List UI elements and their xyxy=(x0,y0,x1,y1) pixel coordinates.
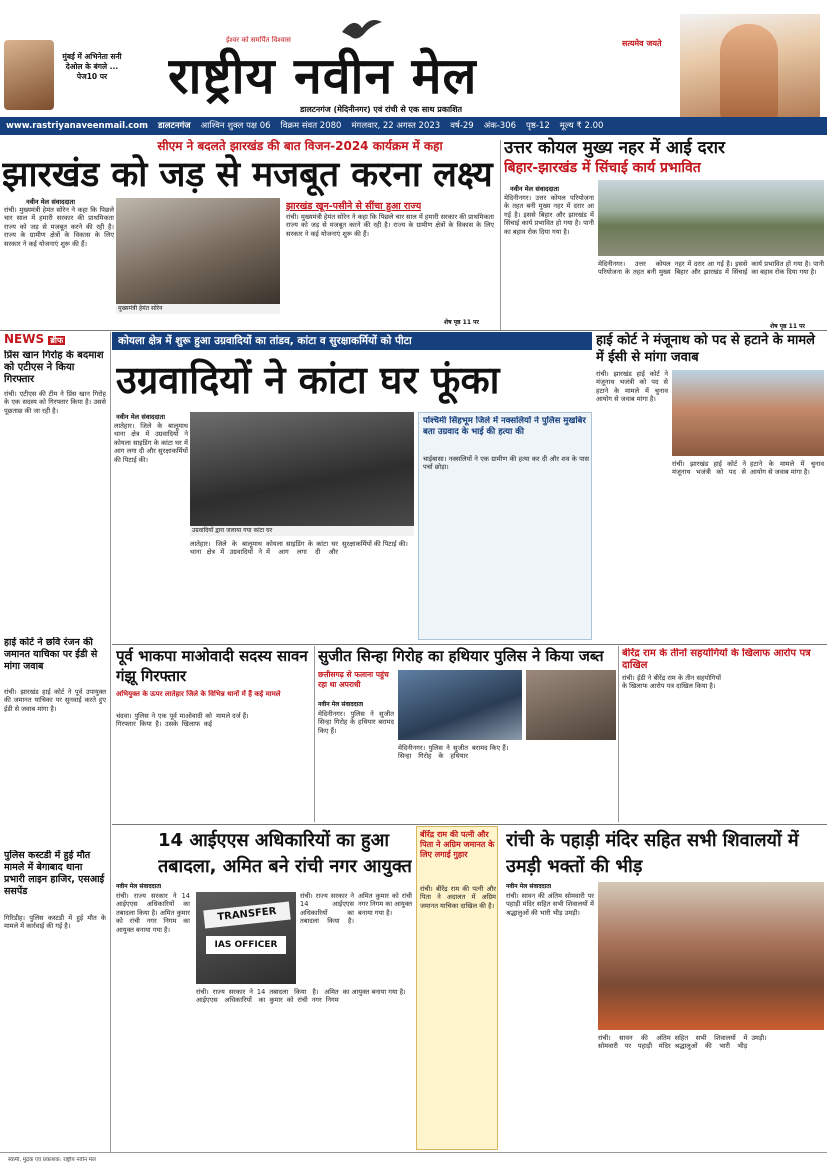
ias-officer-label: IAS OFFICER xyxy=(206,936,286,954)
temple-body-2: रांची। सावन की अंतिम सोमवारी पर पहाड़ी मंदिर सहित सभी शिवालयों में श्रद्धालुओं की भारी भीड़ उमड़ी। xyxy=(598,1034,767,1051)
hc-body-2: रांची। झारखंड हाई कोर्ट ने मंजूनाथ भजंत्री को पद से हटाने के मामले में चुनाव आयोग से जवाब मांगा है। xyxy=(672,460,824,477)
date-item: मंगलवार, 22 अगस्त 2023 xyxy=(351,121,441,131)
maoist-headline[interactable]: पूर्व भाकपा माओवादी सदस्य सावन गंझू गिरफ्तार xyxy=(116,647,308,685)
date-item: विक्रम संवत 2080 xyxy=(280,121,342,131)
footer-text: स्वामी, मुद्रक एवं प्रकाशक: राष्ट्रीय नवीन मेल xyxy=(8,1157,96,1163)
brief-body: गिरिडीह। पुलिस कस्टडी में हुई मौत के मामले में कार्रवाई की गई है। xyxy=(4,914,106,931)
coal-kicker xyxy=(112,332,592,350)
brief-headline[interactable]: पुलिस कस्टडी में हुई मौत मामले में बेगाबाद थाना प्रभारी लाइन हाजिर, एसआई ससपेंड xyxy=(4,850,105,897)
brief-headline[interactable]: हाई कोर्ट ने छवि रंजन की जमानत याचिका पर ईडी से मांगा जवाब xyxy=(4,637,98,672)
lead-body-2: रांची। मुख्यमंत्री हेमंत सोरेन ने कहा कि पिछले चार साल में हमारी सरकार की प्राथमिकता राज्य को जड़ से मजबूत करने की रही है। राज्य के ग्रामीण क्षेत्रों के विकास के लिए सरकार ने कई योजनाएं शुरू की हैं। xyxy=(286,213,494,238)
sujit-kicker: छत्तीसगढ़ से फलाना पहुंच रहा था अपराधी xyxy=(318,670,389,689)
masthead-photo xyxy=(680,14,820,118)
brief-label: ब्रीफ xyxy=(50,336,64,345)
lead-photo-caption: मुख्यमंत्री हेमंत सोरेन xyxy=(116,304,280,314)
date-item: आश्विन शुक्ल पक्ष 06 xyxy=(200,121,271,131)
birendra-box-headline: बीरेंद्र राम की पत्नी और पिता ने अग्रिम जमानत के लिए लगाई गुहार xyxy=(420,830,495,859)
sujit-headline[interactable]: सुजीत सिन्हा गिरोह का हथियार पुलिस ने किया जब्त xyxy=(318,647,604,665)
coal-body-2: लातेहार। जिले के बालूमाथ थाना क्षेत्र में उग्रवादियों ने कोयला साइडिंग के कांटा घर में आग लगा दी और सुरक्षाकर्मियों की पिटाई की। xyxy=(190,540,408,557)
website-link[interactable]: www.rastriyanaveenmail.com xyxy=(6,121,148,131)
sujit-body-2: मेदिनीनगर। पुलिस ने सुजीत सिन्हा गिरोह के हथियार बरामद किए हैं। xyxy=(398,744,509,761)
date-bar xyxy=(0,117,827,135)
lead-body: रांची। मुख्यमंत्री हेमंत सोरेन ने कहा कि पिछले चार साल में हमारी सरकार की प्राथमिकता राज्य को जड़ से मजबूत करने की रही है। राज्य के ग्रामीण क्षेत्रों के विकास के लिए सरकार ने कई योजनाएं शुरू की हैं। xyxy=(4,206,114,248)
ias-headline[interactable]: 14 आईएएस अधिकारियों का हुआ तबादला, अमित बने रांची नगर आयुक्त xyxy=(158,830,412,877)
ias-body-3: रांची। राज्य सरकार ने 14 आईएएस अधिकारियों का तबादला किया है। अमित कुमार को रांची नगर निगम का आयुक्त बनाया गया है। xyxy=(300,892,412,926)
transfer-label: TRANSFER xyxy=(203,902,290,929)
koel-headline-2[interactable]: बिहार-झारखंड में सिंचाई कार्य प्रभावित xyxy=(504,160,701,176)
coal-byline: नवीन मेल संवाददाता xyxy=(116,413,165,421)
koel-body-2: मेदिनीनगर। उत्तर कोयल परियोजना के तहत बनी मुख्य नहर में दरार आ गई है। इससे बिहार और झारखंड में सिंचाई कार्य प्रभावित हो गया है। पानी का बहाव रोक दिया गया है। xyxy=(598,260,824,277)
brief-headline[interactable]: प्रिंस खान गिरोह के बदमाश को एटीएस ने किया गिरफ्तार xyxy=(4,350,104,385)
koel-byline: नवीन मेल संवाददाता xyxy=(510,185,559,193)
edition-city: डालटनगंज xyxy=(157,121,191,131)
temple-byline: नवीन मेल संवाददाता xyxy=(506,883,552,890)
teaser-text: मुंबई में अभिनेता सनी देओल के बंगले ... पेज10 पर xyxy=(62,52,122,81)
sujit-photo xyxy=(398,670,522,740)
masthead-title: राष्ट्रीय नवीन मेल xyxy=(168,46,478,105)
ias-photo xyxy=(196,892,296,984)
coal-kicker-text: कोयला क्षेत्र में शुरू हुआ उग्रवादियों का तांडव, कांटा व सुरक्षाकर्मियों को पीटा xyxy=(118,335,412,347)
date-item: पृष्ठ-12 xyxy=(526,121,550,131)
sujit-photo-2 xyxy=(526,670,616,740)
sidebox-headline: पश्चिमी सिंहभूम जिले में नक्सलियों ने पुलिस मुखबिर बता उग्रवाद के भाई की हत्या की xyxy=(423,416,586,437)
sujit-byline: नवीन मेल संवाददाता xyxy=(318,701,364,708)
coal-photo-caption: उग्रवादियों द्वारा जलाया गया कांटा घर xyxy=(190,526,414,536)
temple-body: रांची। सावन की अंतिम सोमवारी पर पहाड़ी मंदिर सहित सभी शिवालयों में श्रद्धालुओं की भारी भीड़ उमड़ी। xyxy=(506,892,594,917)
masthead-tagline: ईश्वर को समर्पित विश्वास xyxy=(226,36,291,44)
coal-photo xyxy=(190,412,414,526)
column-rule xyxy=(110,332,111,1152)
lead-kicker: सीएम ने बदलते झारखंड की बात विजन-2024 कार्यक्रम में कहा xyxy=(157,139,443,153)
koel-photo xyxy=(598,180,824,256)
column-rule xyxy=(618,646,619,822)
date-item: मूल्य ₹ 2.00 xyxy=(559,121,604,131)
temple-headline[interactable]: रांची के पहाड़ी मंदिर सहित सभी शिवालयों में उमड़ी भक्तों की भीड़ xyxy=(506,830,799,877)
masthead-motto: सत्यमेव जयते xyxy=(622,39,662,48)
date-item: अंक-306 xyxy=(483,121,517,131)
footer-bar xyxy=(0,1152,827,1169)
lead-continued[interactable]: शेष पृष्ठ 11 पर xyxy=(444,319,479,326)
photo-figure xyxy=(720,24,778,118)
maoist-body: चंदवा। पुलिस ने एक पूर्व माओवादी को गिरफ्तार किया है। उसके खिलाफ कई मामले दर्ज हैं। xyxy=(116,712,249,729)
birendra-box-body: रांची। बीरेंद्र राम की पत्नी और पिता ने अदालत में अग्रिम जमानत याचिका दाखिल की है। xyxy=(420,885,496,910)
ias-body: रांची। राज्य सरकार ने 14 आईएएस अधिकारियों का तबादला किया है। अमित कुमार को रांची नगर निगम का आयुक्त बनाया गया है। xyxy=(116,892,190,934)
hc-headline[interactable]: हाई कोर्ट ने मंजूनाथ को पद से हटाने के मामले में ईसी से मांगा जवाब xyxy=(596,333,815,365)
birendra-body: रांची। ईडी ने बीरेंद्र राम के तीन सहयोगियों के खिलाफ आरोप पत्र दाखिल किया है। xyxy=(622,674,721,691)
ias-body-2: रांची। राज्य सरकार ने 14 आईएएस अधिकारियों का तबादला किया है। अमित कुमार को रांची नगर निगम का आयुक्त बनाया गया है। xyxy=(196,988,406,1005)
column-rule xyxy=(314,646,315,822)
news-brief-column xyxy=(0,332,110,1152)
birendra-headline[interactable]: बीरेंद्र राम के तीनों सहयोगियों के खिलाफ आरोप पत्र दाखिल xyxy=(622,648,811,671)
section-divider xyxy=(0,330,827,331)
brief-body: रांची। झारखंड हाई कोर्ट ने पूर्व उपायुक्त की जमानत याचिका पर सुनवाई करते हुए ईडी से जवाब मांगा है। xyxy=(4,688,106,713)
masthead xyxy=(0,0,827,122)
coal-body: लातेहार। जिले के बालूमाथ थाना क्षेत्र में उग्रवादियों ने कोयला साइडिंग के कांटा घर में आग लगा दी और सुरक्षाकर्मियों की पिटाई की। xyxy=(114,422,188,464)
hc-body: रांची। झारखंड हाई कोर्ट ने मंजूनाथ भजंत्री को पद से हटाने के मामले में चुनाव आयोग से जवाब मांगा है। xyxy=(596,370,668,404)
sidebox-body: चाईबासा। नक्सलियों ने एक ग्रामीण की हत्या कर दी और शव के पास पर्चा छोड़ा। xyxy=(423,455,589,472)
lead-headline[interactable]: झारखंड को जड़ से मजबूत करना लक्ष्य xyxy=(2,155,493,195)
coal-headline[interactable]: उग्रवादियों ने कांटा घर फूंका xyxy=(116,358,500,402)
column-rule xyxy=(500,140,501,330)
coal-sidebox[interactable] xyxy=(418,412,592,640)
maoist-kicker: अभियुक्त के ऊपर लातेहार जिले के विभिन्न थानों में हैं कई मामले xyxy=(116,690,281,698)
teaser-photo xyxy=(4,40,54,110)
section-divider xyxy=(112,824,827,825)
koel-body: मेदिनीनगर। उत्तर कोयल परियोजना के तहत बनी मुख्य नहर में दरार आ गई है। इससे बिहार और झारखंड में सिंचाई कार्य प्रभावित हो गया है। पानी का बहाव रोक दिया गया है। xyxy=(504,194,594,236)
ias-byline: नवीन मेल संवाददाता xyxy=(116,883,162,890)
date-item: वर्ष-29 xyxy=(450,121,474,131)
koel-headline-1[interactable]: उत्तर कोयल मुख्य नहर में आई दरार xyxy=(504,138,725,158)
temple-photo xyxy=(598,882,824,1030)
lead-photo xyxy=(116,198,280,304)
section-divider xyxy=(112,644,827,645)
koel-continued[interactable]: शेष पृष्ठ 11 पर xyxy=(770,323,805,330)
lead-byline: नवीन मेल संवाददाता xyxy=(26,198,75,206)
masthead-subtitle: डालटनगंज (मेदिनीनगर) एवं रांची से एक साथ प्रकाशित xyxy=(300,105,463,114)
news-label: NEWS xyxy=(4,332,45,346)
hc-photo xyxy=(672,370,824,456)
teaser-box[interactable] xyxy=(4,40,160,112)
birendra-box[interactable] xyxy=(416,826,498,1150)
brief-body: रांची। एटीएस की टीम ने प्रिंस खान गिरोह के एक सदस्य को गिरफ्तार किया है। उससे पूछताछ की जा रही है। xyxy=(4,390,106,415)
news-brief-label xyxy=(4,332,65,346)
sujit-body: मेदिनीनगर। पुलिस ने सुजीत सिन्हा गिरोह के हथियार बरामद किए हैं। xyxy=(318,710,394,735)
lead-subhead: झारखंड खून-पसीने से सींचा हुआ राज्य xyxy=(286,201,422,212)
